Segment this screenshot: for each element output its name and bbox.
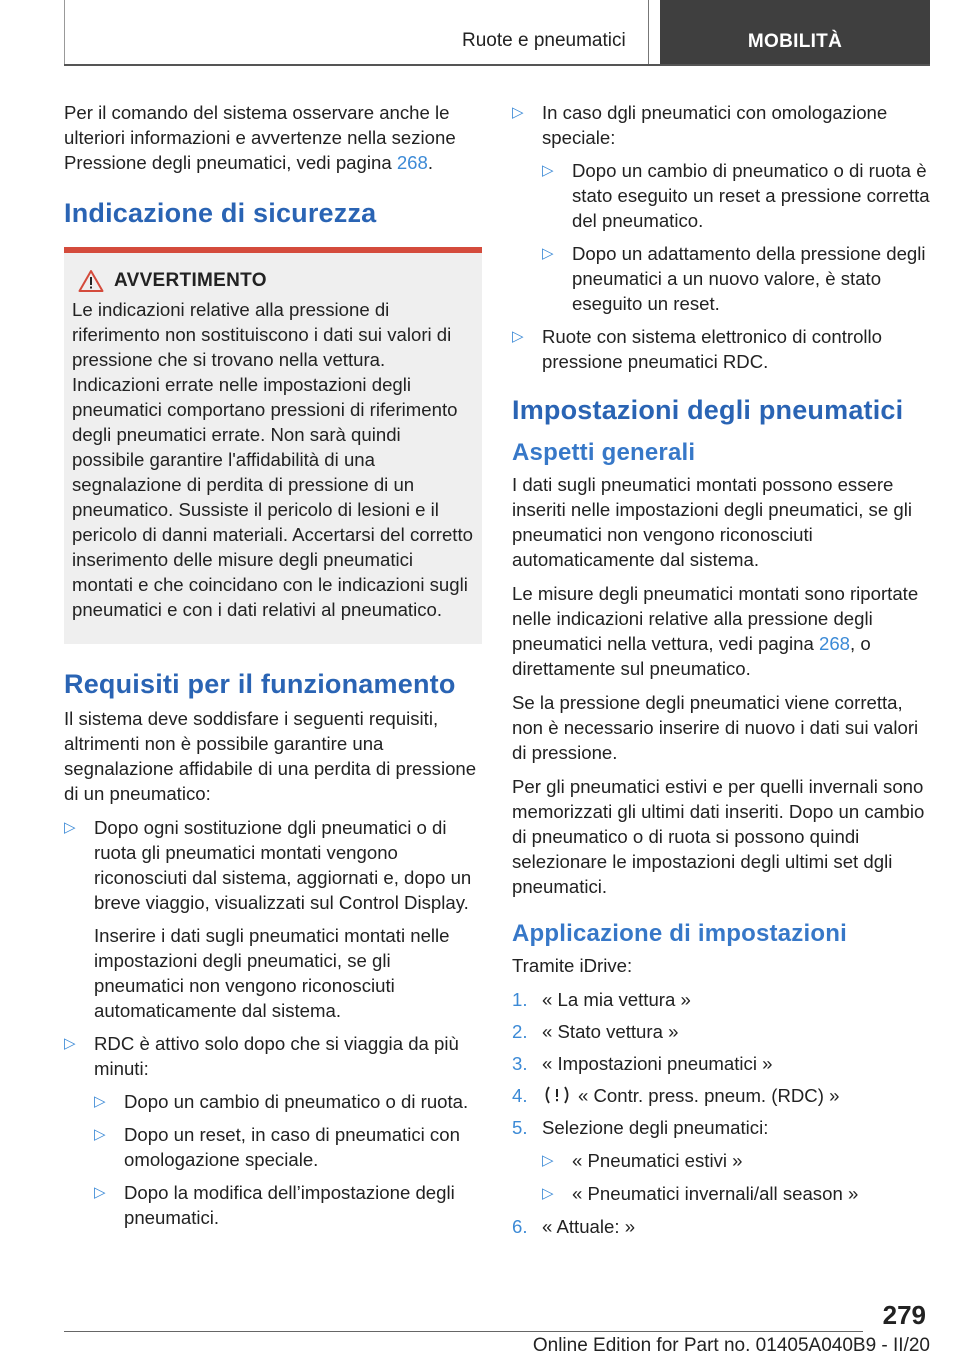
left-column xyxy=(64,100,482,1238)
triangle-bullet-icon: ▷ xyxy=(512,328,524,345)
triangle-bullet-icon: ▷ xyxy=(64,1035,76,1052)
nested-list xyxy=(94,1089,482,1230)
triangle-bullet-icon: ▷ xyxy=(512,104,524,121)
steps-list xyxy=(512,987,930,1239)
list-item-subtext: Inserire i dati sugli pneumatici montati nelle impostazioni degli pneumatici, se gli pneumatici non vengono riconosciuti automaticamente dal sistema. xyxy=(94,925,450,1021)
list-item: ▷ RDC è attivo solo dopo che si viaggia da più minuti: ▷ Dopo un cambio di pneumatico o di ruota. ▷ Dopo un reset, in caso di pneumatici con omologazione speciale. ▷ Dopo la modifica dell’impostazione degli pneumatici. xyxy=(64,1031,482,1230)
step-item: 3. « Impostazioni pneumatici » xyxy=(512,1053,773,1074)
right-column xyxy=(512,100,930,1246)
requirements-list xyxy=(64,815,482,1230)
header-rule xyxy=(64,64,930,66)
list-item: ▷ In caso dgli pneumatici con omologazione speciale: ▷ Dopo un cambio di pneumatico o di ruota è stato eseguito un reset a pressione corretta del pneumatico. ▷ Dopo un adattamento della pressione degli pneumatici a un nuovo valore, è stato eseguito un reset. xyxy=(512,102,930,314)
list-item: ▷ Dopo un adattamento della pressione degli pneumatici a un nuovo valore, è stato eseguito un reset. xyxy=(542,243,926,314)
triangle-bullet-icon: ▷ xyxy=(542,245,554,262)
requirements-text: Il sistema deve soddisfare i seguenti requisiti, altrimenti non è possibile garantire una segnalazione affidabile di una perdita di pressione di un pneumatico: xyxy=(64,708,477,804)
list-item: ▷ Dopo un cambio di pneumatico o di ruota è stato eseguito un reset a pressione corretta del pneumatico. xyxy=(542,160,930,231)
warning-box xyxy=(64,253,482,644)
step-item: 5. Selezione degli pneumatici: ▷ « Pneumatici estivi » ▷ « Pneumatici invernali/all season » xyxy=(512,1115,930,1206)
footer-edition: Online Edition for Part no. 01405A040B9 - II/20 xyxy=(532,1335,930,1356)
triangle-bullet-icon: ▷ xyxy=(64,819,76,836)
step-item: 4. « Contr. press. pneum. (RDC) » xyxy=(512,1085,840,1106)
step-item: 6. « Attuale: » xyxy=(512,1216,636,1237)
warning-triangle-icon xyxy=(78,269,104,293)
general-heading: Aspetti generali xyxy=(512,439,696,466)
general-paragraph: Se la pressione degli pneumatici viene corretta, non è necessario inserire di nuovo i dati sui valori di pressione. xyxy=(512,692,919,763)
warning-text: Le indicazioni relative alla pressione di riferimento non sostituiscono i dati sui valori di pressione che si trovano nella vettura. Indicazioni errate nelle impostazioni degli pneumatici comportano pressioni di riferimento degli pneumatici errate. Non sarà quindi possibile garantire l'affidabilità di una segnalazione di perdita di pressione di un pneumatico. Sussiste il pericolo di lesioni e il pericolo di danni materiali. Accertarsi del corretto inserimento delle misure degli pneumatici montati e che coincidano con le indicazioni sugli pneumatici e con i dati relativi al pneumatico. xyxy=(72,299,473,620)
settings-heading: Impostazioni degli pneumatici xyxy=(512,395,904,425)
tire-pressure-icon xyxy=(542,1084,572,1106)
nested-list xyxy=(542,158,930,316)
triangle-bullet-icon: ▷ xyxy=(542,162,554,179)
list-item: ▷ « Pneumatici estivi » xyxy=(542,1150,743,1171)
list-item: ▷ Dopo la modifica dell’impostazione degli pneumatici. xyxy=(94,1182,455,1228)
page-link[interactable]: 268 xyxy=(819,633,851,654)
header-left-rule xyxy=(64,0,65,65)
footer-rule xyxy=(64,1331,863,1332)
list-item: ▷ Ruote con sistema elettronico di controllo pressione pneumatici RDC. xyxy=(512,326,883,372)
list-item: ▷ Dopo ogni sostituzione dgli pneumatici o di ruota gli pneumatici montati vengono riconosciuti dal sistema, aggiornati e, dopo un breve viaggio, visualizzati sul Control Display. Inserire i dati sugli pneumatici montati nelle impostazioni degli pneumatici, se gli pneumatici non vengono riconosciuti automaticamente dal sistema. xyxy=(64,815,482,1023)
continued-list xyxy=(512,100,930,374)
list-item: ▷ « Pneumatici invernali/all season » xyxy=(542,1183,859,1204)
warning-title: AVVERTIMENTO xyxy=(114,270,267,291)
list-item: ▷ Dopo un reset, in caso di pneumatici con omologazione speciale. xyxy=(94,1124,460,1170)
general-paragraph: Le misure degli pneumatici montati sono riportate nelle indicazioni relative alla pressione degli pneumatici nella vettura, vedi pagina 268, o direttamente sul pneumatico. xyxy=(512,583,919,679)
warning-header xyxy=(78,269,474,293)
triangle-bullet-icon: ▷ xyxy=(542,1185,554,1202)
list-item: ▷ Dopo un cambio di pneumatico o di ruota. xyxy=(94,1091,469,1112)
page-number: 279 xyxy=(882,1300,926,1330)
general-paragraph: I dati sugli pneumatici montati possono essere inseriti nelle impostazioni degli pneumatici, se gli pneumatici non vengono riconosciuti automaticamente dal sistema. xyxy=(512,474,912,570)
triangle-bullet-icon: ▷ xyxy=(94,1184,106,1201)
triangle-bullet-icon: ▷ xyxy=(94,1126,106,1143)
header-divider xyxy=(648,0,649,65)
nested-list xyxy=(542,1148,930,1206)
apply-heading: Applicazione di impostazioni xyxy=(512,920,847,947)
requirements-heading: Requisiti per il funzionamento xyxy=(64,669,456,699)
page-link[interactable]: 268 xyxy=(396,152,428,173)
triangle-bullet-icon: ▷ xyxy=(542,1152,554,1169)
header-section-title: Ruote e pneumatici xyxy=(462,30,626,51)
step-item: 1. « La mia vettura » xyxy=(512,989,691,1010)
intro-paragraph: Per il comando del sistema osservare anche le ulteriori informazioni e avvertenze nella sezione Pressione degli pneumatici, vedi pagina 268. xyxy=(64,102,456,173)
triangle-bullet-icon: ▷ xyxy=(94,1093,106,1110)
apply-intro: Tramite iDrive: xyxy=(512,955,633,976)
general-paragraph: Per gli pneumatici estivi e per quelli invernali sono memorizzati gli ultimi dati inseriti. Dopo un cambio di pneumatico o di ruota si possono quindi selezionare le impostazioni degli ultimi set dgli pneumatici. xyxy=(512,776,925,897)
header-chapter-tab: MOBILITÀ xyxy=(660,0,930,65)
step-item: 2. « Stato vettura » xyxy=(512,1021,679,1042)
safety-heading: Indicazione di sicurezza xyxy=(64,198,377,228)
